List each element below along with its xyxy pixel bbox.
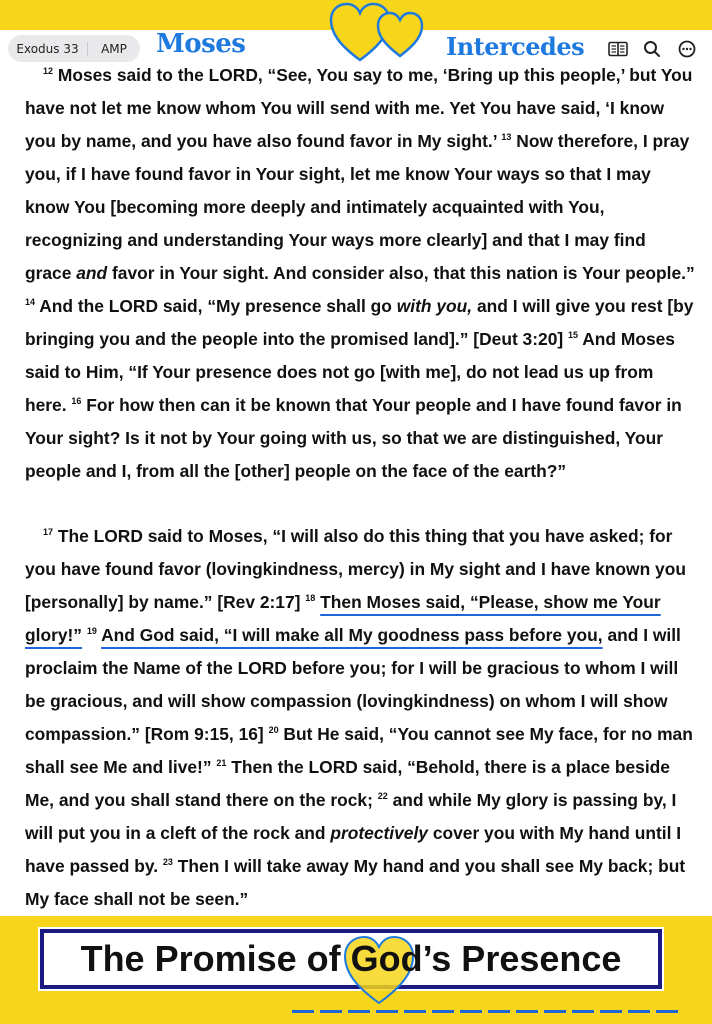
verse-number-12: 12 <box>43 66 54 77</box>
overlay-title-moses: Moses <box>156 29 246 59</box>
more-icon[interactable] <box>676 38 698 60</box>
verse-13-text: Now therefore, I pray you, if I have found favor in Your sight, let me know Your ways so that I may know You [becoming more deeply and intimately acquainted with You, recognizing and understanding Your ways more clearly] and that I may find grace <box>25 131 690 283</box>
verse-12-text: Moses said to the LORD, “See, You say to me, ‘Bring up this people,’ but You have not let me know whom You will send with me. Yet You have said, ‘I know you by name, and you have also found favor in My sight.’ <box>25 66 693 151</box>
paragraph-verses-17-23 <box>25 520 695 916</box>
verse-number-15: 15 <box>568 330 579 341</box>
verse-number-14: 14 <box>25 297 36 308</box>
verse-13-italic-and: and <box>76 263 108 283</box>
verse-14-text-end: and I will give you rest [by bringing you and the people into the promised land].” [Deut 3:20] <box>25 296 694 349</box>
verse-number-22: 22 <box>377 791 388 802</box>
paragraph-verses-12-16 <box>25 66 695 488</box>
verse-20-text: But He said, “You cannot see My face, for no man shall see Me and live!” <box>25 724 693 777</box>
verse-19-highlighted-text[interactable]: And God said, “I will make all My goodness pass before you, <box>101 625 603 645</box>
verse-number-17: 17 <box>43 527 54 538</box>
verse-14-italic: with you, <box>396 296 473 316</box>
verse-number-18: 18 <box>305 593 316 604</box>
verse-number-23: 23 <box>162 857 173 868</box>
verse-14-text: And the LORD said, “My presence shall go <box>39 296 392 316</box>
hearts-decoration-icon <box>328 2 428 64</box>
verse-21-text: Then the LORD said, “Behold, there is a place beside Me, and you shall stand there on the rock; <box>25 757 670 810</box>
verse-16-text: For how then can it be known that Your people and I have found favor in Your sight? Is it not by Your going with us, so that we are distinguished, Your people and I, from all the [other] people on the face of the earth?” <box>25 395 682 481</box>
verse-number-21: 21 <box>216 758 227 769</box>
verse-22-text-end: cover you with My hand until I have passed by. <box>25 823 682 876</box>
verse-18-highlighted-text[interactable]: Then Moses said, “Please, show me Your glory!” <box>25 592 661 645</box>
version-button[interactable]: AMP <box>101 41 127 56</box>
verse-17-text: The LORD said to Moses, “I will also do this thing that you have asked; for you have found favor (lovingkindness, mercy) in My sight and I have known you [personally] by name.” [Rev 2:17] <box>25 526 686 612</box>
overlay-title-intercedes: Intercedes <box>446 32 585 61</box>
verse-15-text: And Moses said to Him, “If Your presence does not go [with me], do not lead us up from here. <box>25 329 675 415</box>
verse-22-italic: protectively <box>330 823 428 843</box>
verse-22-text: and while My glory is passing by, I will put you in a cleft of the rock and <box>25 790 677 843</box>
verse-number-20: 20 <box>268 725 279 736</box>
verse-19-text: and I will proclaim the Name of the LORD before you; for I will be gracious to whom I will be gracious, and will show compassion (lovingkindness) on whom I will show compassion.” [Rom 9:15, 16] <box>25 625 681 744</box>
banner-title: The Promise of God’s Presence <box>80 938 622 979</box>
verse-number-19: 19 <box>86 626 97 637</box>
scripture-reading-pane <box>0 66 712 916</box>
verse-23-text: Then I will take away My hand and you shall see My back; but My face shall not be seen.” <box>25 856 686 909</box>
book-chapter-button[interactable]: Exodus 33 <box>8 42 88 56</box>
search-icon[interactable] <box>641 38 663 60</box>
verse-number-16: 16 <box>71 396 82 407</box>
book-icon[interactable] <box>607 38 629 60</box>
banner-dashed-underline <box>292 1010 684 1013</box>
book-version-selector <box>8 35 140 62</box>
verse-number-13: 13 <box>501 132 512 143</box>
verse-13-text-end: favor in Your sight. And consider also, that this nation is Your people.” <box>112 263 695 283</box>
